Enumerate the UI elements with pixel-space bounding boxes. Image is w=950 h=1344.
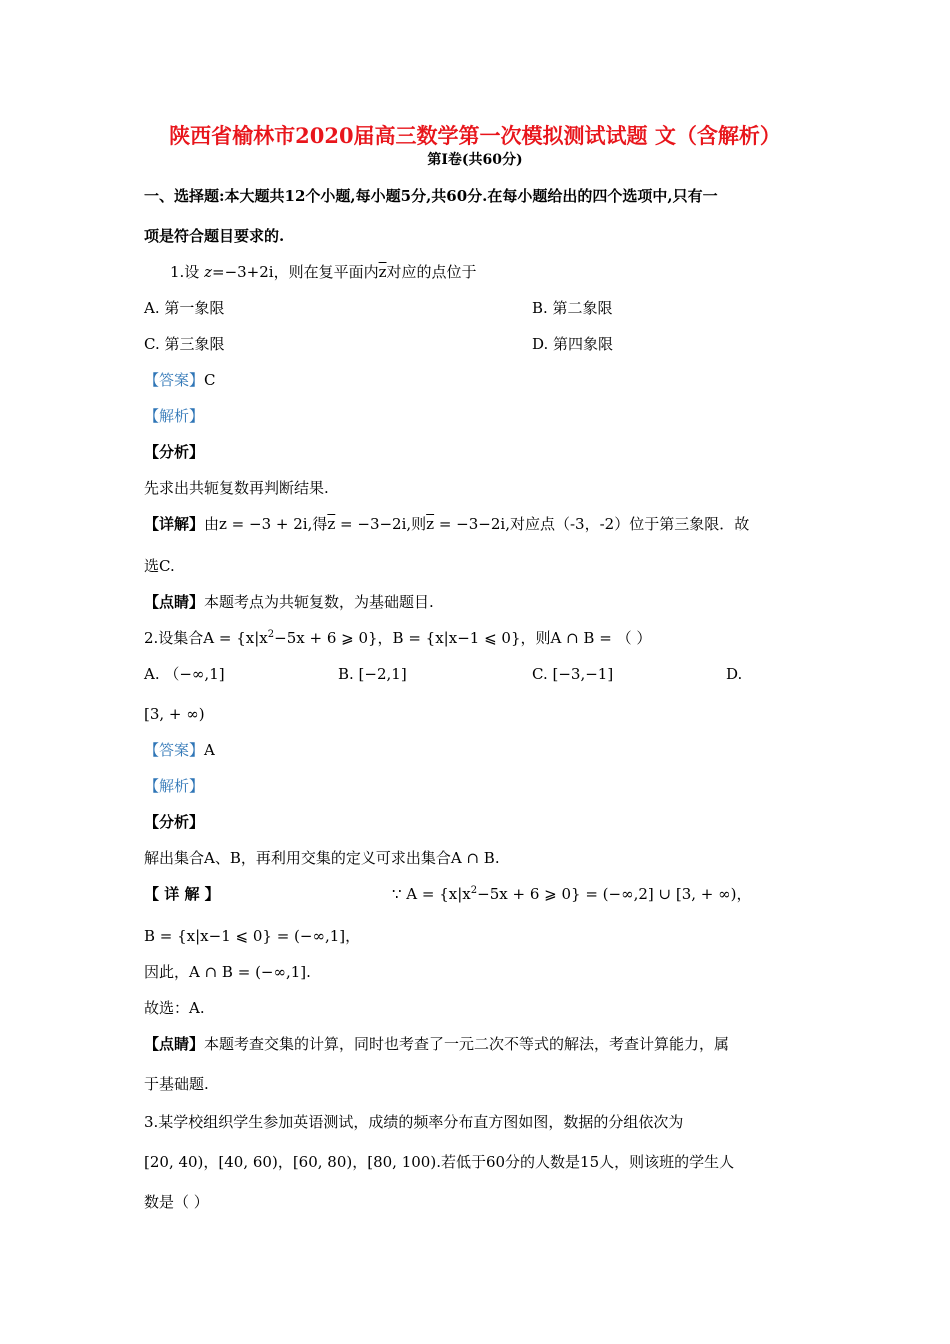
q2-detail-line1 — [392, 884, 751, 904]
q1-analysis-text: 先求出共轭复数再判断结果. — [144, 479, 329, 497]
q1-detail — [144, 514, 749, 534]
q1-detail-zbar2: $\overline{z}$ — [426, 515, 435, 533]
q1-detail-a: 由z = −3 + 2i,得 — [204, 515, 328, 533]
q2-analysis-text: 解出集合A、B，再利用交集的定义可求出集合A ∩ B. — [144, 849, 500, 867]
q2-option-a: A. （−∞,1] — [144, 665, 225, 683]
q2-comment-line2: 于基础题. — [144, 1075, 209, 1093]
q2-detail-1a: ∵ A = {x|x — [392, 885, 471, 903]
q2-detail-1sup: 2 — [470, 885, 478, 896]
q2-detail-line2: B = {x|x−1 ⩽ 0} = (−∞,1]， — [144, 927, 361, 945]
q1-comment-label: 【点睛】 — [144, 593, 205, 611]
q1-stem-c: 对应的点位于 — [386, 263, 477, 281]
q1-analysis-label: 【分析】 — [144, 443, 205, 461]
q1-stem-z: z — [204, 263, 212, 281]
q1-answer-label: 【答案】 — [144, 371, 205, 389]
q2-comment — [144, 1034, 729, 1054]
q1-stem-a: 1.设 — [170, 263, 205, 281]
q2-option-d-cont: [3, + ∞) — [144, 705, 205, 723]
q1-detail-line2: 选C. — [144, 557, 175, 575]
q1-answer-value: C — [204, 371, 216, 389]
q1-option-b: B. 第二象限 — [532, 299, 613, 317]
q1-comment — [144, 592, 434, 612]
q1-stem-zbar: $\overline{z}$ — [378, 263, 387, 281]
q2-stem-b: −5x + 6 ⩾ 0}，B = {x|x−1 ⩽ 0}，则A ∩ B = （ ） — [274, 629, 652, 647]
q2-answer — [144, 740, 215, 760]
q2-comment-label: 【点睛】 — [144, 1035, 205, 1053]
q2-option-b: B. [−2,1] — [338, 665, 407, 683]
q2-answer-label: 【答案】 — [144, 741, 205, 759]
q1-answer — [144, 370, 216, 390]
q3-stem-line2: [20, 40)，[40, 60)，[60, 80)，[80, 100).若低于60分的人数是15人，则该班的学生人 — [144, 1153, 735, 1171]
page-subtitle: 第Ⅰ卷(共60分) — [427, 152, 523, 168]
q2-option-d: D. — [726, 665, 743, 683]
q1-explain-label: 【解析】 — [144, 407, 205, 425]
q2-comment-text: 本题考查交集的计算，同时也考查了一元二次不等式的解法，考查计算能力，属 — [204, 1035, 730, 1053]
q2-analysis-label: 【分析】 — [144, 813, 205, 831]
q2-detail-label: 【 详 解 】 — [144, 885, 220, 903]
q2-stem-sup: 2 — [267, 629, 275, 640]
q2-answer-value: A — [204, 741, 215, 759]
q2-stem — [144, 628, 651, 648]
q1-detail-zbar1: $\overline{z}$ — [327, 515, 336, 533]
page-title: 陕西省榆林市2020届高三数学第一次模拟测试试题 文（含解析） — [169, 123, 781, 148]
q3-stem-line1: 3.某学校组织学生参加英语测试，成绩的频率分布直方图如图，数据的分组依次为 — [144, 1113, 684, 1131]
q2-detail-1b: −5x + 6 ⩾ 0} = (−∞,2] ∪ [3, + ∞)， — [477, 885, 752, 903]
q1-stem-b: =−3+2i，则在复平面内 — [212, 263, 379, 281]
q1-option-a: A. 第一象限 — [144, 299, 225, 317]
q3-stem-line3: 数是（ ） — [144, 1193, 209, 1211]
q2-explain-label: 【解析】 — [144, 777, 205, 795]
q2-stem-a: 2.设集合A = {x|x — [144, 629, 268, 647]
q1-detail-c: = −3−2i,对应点（-3，-2）位于第三象限．故 — [434, 515, 750, 533]
q1-detail-label: 【详解】 — [144, 515, 205, 533]
q1-detail-b: = −3−2i,则 — [335, 515, 427, 533]
section-heading-line1: 一、选择题:本大题共12个小题,每小题5分,共60分.在每小题给出的四个选项中,只有一 — [144, 187, 718, 205]
q2-detail-line4: 故选：A. — [144, 999, 205, 1017]
q1-option-c: C. 第三象限 — [144, 335, 225, 353]
section-heading-line2: 项是符合题目要求的. — [144, 227, 285, 245]
q2-detail-line3: 因此，A ∩ B = (−∞,1]. — [144, 963, 311, 981]
q1-comment-text: 本题考点为共轭复数，为基础题目. — [204, 593, 434, 611]
q1-option-d: D. 第四象限 — [532, 335, 614, 353]
q2-option-c: C. [−3,−1] — [532, 665, 614, 683]
q1-stem — [170, 262, 477, 282]
